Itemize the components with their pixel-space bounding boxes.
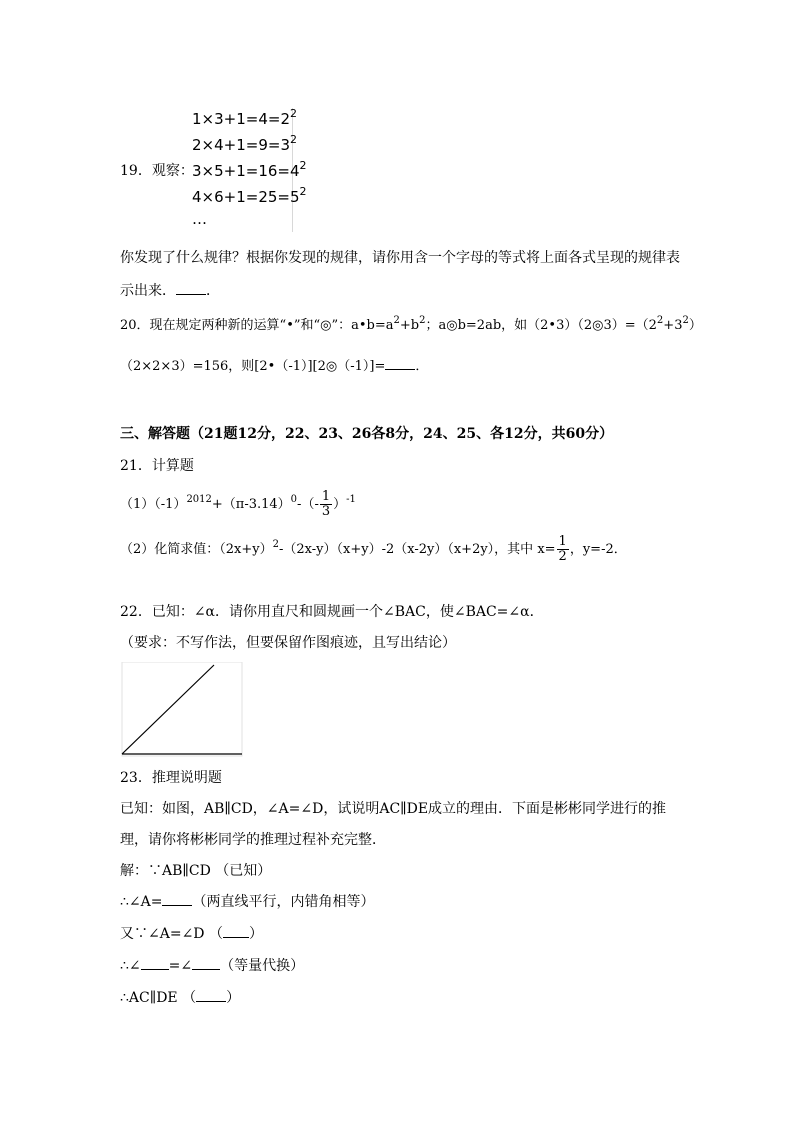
exponent: 2 (290, 133, 297, 146)
q21-part1 (120, 490, 356, 519)
fraction-one-half (557, 535, 569, 564)
q21-part: -（2x-y）（x+y）-2（x-2y）（x+2y），其中 x= (279, 542, 556, 557)
exponent: 2 (419, 315, 426, 326)
q20-line2-end: ． (415, 359, 429, 374)
q21-part: （2）化简求值：（2x+y） (120, 542, 273, 557)
q19-text-line2 (120, 281, 220, 301)
eq-text: 1×3+1=4=2 (192, 110, 290, 128)
answer-blank[interactable] (176, 294, 206, 295)
exponent: 2 (290, 107, 297, 120)
answer-blank[interactable] (162, 905, 192, 906)
q20-part: ） (688, 318, 702, 333)
eq-text: 2×4+1=9=3 (192, 136, 290, 154)
q23-title: 23．推理说明题 (120, 770, 222, 786)
angle-alpha-figure (118, 662, 248, 758)
exponent: 2 (393, 315, 400, 326)
q19-label: 19．观察： (120, 163, 194, 179)
observation-ellipsis: … (192, 210, 207, 228)
q23-step5 (120, 988, 240, 1008)
exponent: 2 (272, 539, 279, 550)
q21-part: ，y=-2． (569, 542, 627, 557)
q20-part: ；a◎b=2ab，如（2•3）（2◎3）=（2 (425, 318, 657, 333)
eq-text: 4×6+1=25=5 (192, 188, 300, 206)
q23-line2: 理，请你将彬彬同学的推理过程补充完整． (120, 832, 386, 848)
figure-frame (122, 662, 242, 756)
step-text: 又∵∠A=∠D （ (120, 926, 223, 942)
exponent: 2012 (186, 494, 212, 505)
answer-blank[interactable] (141, 969, 169, 970)
answer-blank[interactable] (385, 369, 415, 370)
answer-blank[interactable] (223, 937, 249, 938)
observation-equation-3 (192, 159, 307, 180)
q21-part: +（π-3.14） (211, 497, 291, 512)
exponent: 2 (682, 315, 689, 326)
eq-text: 3×5+1=16=4 (192, 162, 300, 180)
q19-line2-end: ． (206, 283, 220, 299)
q21-part: -（- (297, 497, 319, 512)
fraction-one-third (320, 490, 332, 519)
step-text: ∴AC∥DE （ (120, 990, 197, 1006)
q23-step1: 解：∵AB∥CD （已知） (120, 863, 272, 879)
q20-part: +3 (663, 318, 683, 333)
q23-line1: 已知：如图，AB∥CD，∠A=∠D，试说明AC∥DE成立的理由．下面是彬彬同学进行的推 (120, 801, 667, 817)
exponent: 2 (299, 159, 307, 172)
step-text: ） (226, 990, 241, 1006)
observation-equation-2 (192, 133, 297, 154)
q23-step2 (120, 892, 374, 912)
step-text: （等量代换） (220, 958, 305, 974)
observation-equation-1 (192, 107, 297, 128)
step-text: ∴∠ (120, 958, 141, 974)
q23-step3 (120, 924, 263, 944)
exponent: 0 (290, 494, 298, 505)
step-text: ∴∠A= (120, 894, 163, 910)
answer-blank[interactable] (196, 1001, 226, 1002)
section-title: 三、解答题（21题12分，22、23、26各8分，24、25、各12分，共60分） (120, 426, 614, 442)
q20-line1 (120, 316, 702, 337)
q21-part: ） (333, 497, 347, 512)
q23-step4 (120, 956, 304, 976)
exponent: 2 (656, 315, 664, 326)
observation-equation-4 (192, 185, 307, 206)
q21-part: （1）（-1） (120, 497, 187, 512)
exponent: -1 (346, 494, 356, 505)
q19-line2-text: 示出来． (120, 283, 176, 299)
step-text: ） (248, 926, 263, 942)
q22-line2: （要求：不写作法，但要保留作图痕迹，且写出结论） (120, 635, 456, 651)
q21-part2 (120, 535, 627, 564)
denominator: 3 (321, 504, 331, 519)
q20-part: +b (399, 318, 420, 333)
denominator: 2 (558, 549, 567, 564)
q20-line2 (120, 357, 428, 377)
numerator: 1 (321, 489, 331, 504)
step-text: （两直线平行，内错角相等） (192, 894, 375, 910)
q21-title: 21．计算题 (120, 458, 194, 474)
numerator: 1 (558, 534, 567, 549)
answer-blank[interactable] (192, 969, 220, 970)
q22-line1: 22．已知：∠α．请你用直尺和圆规画一个∠BAC，使∠BAC=∠α． (120, 604, 544, 620)
exponent: 2 (299, 185, 307, 198)
step-text: =∠ (168, 958, 193, 974)
q20-part: 20．现在规定两种新的运算“•”和“◎”：a•b=a (120, 318, 394, 333)
q20-line2-text: （2×2×3）=156，则[2•（-1）][2◎（-1）]= (120, 359, 386, 374)
q19-text-line1: 你发现了什么规律？根据你发现的规律，请你用含一个字母的等式将上面各式呈现的规律表 (120, 250, 680, 266)
